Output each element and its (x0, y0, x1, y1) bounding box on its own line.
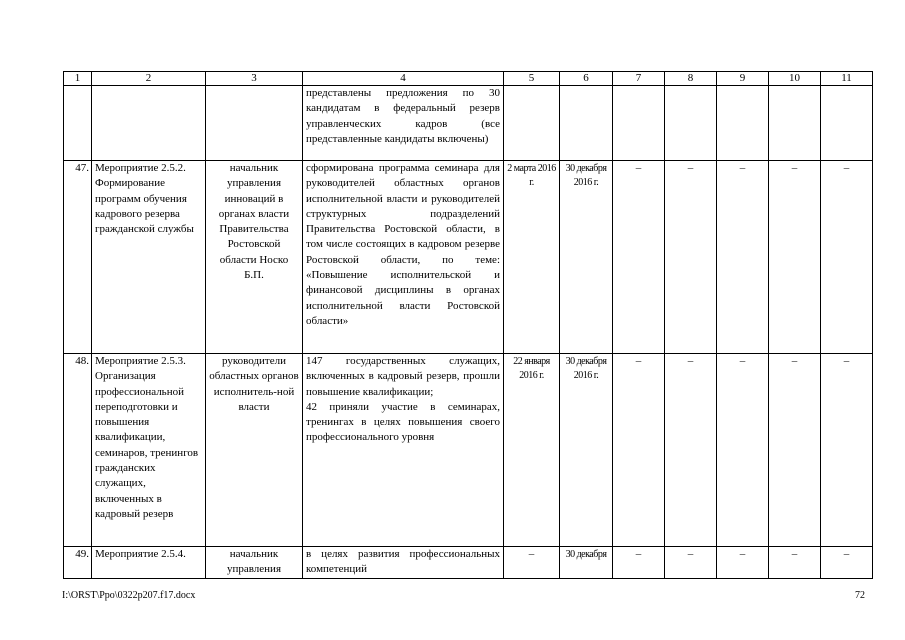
table-cell (665, 86, 717, 161)
continuation-row (64, 86, 873, 161)
row-number: 49. (64, 547, 92, 579)
column-number: 7 (613, 72, 665, 86)
file-path: I:\ORST\Ppo\0322p207.f17.docx (62, 590, 196, 601)
start-date: 22 января 2016 г. (504, 354, 560, 547)
value-cell: – (769, 161, 821, 354)
responsible-person: начальник управления (206, 547, 303, 579)
value-cell: – (613, 354, 665, 547)
value-cell: – (821, 547, 873, 579)
column-number: 2 (92, 72, 206, 86)
column-number: 11 (821, 72, 873, 86)
value-cell: – (613, 161, 665, 354)
column-number: 9 (717, 72, 769, 86)
value-cell: – (769, 354, 821, 547)
table-cell (717, 86, 769, 161)
table-cell (92, 86, 206, 161)
value-cell: – (665, 547, 717, 579)
table-row-48 (64, 354, 873, 547)
value-cell: – (821, 161, 873, 354)
table-row-49 (64, 547, 873, 579)
value-cell: – (769, 547, 821, 579)
result-paragraph: 147 государственных служащих, включенных в кадровый резерв, прошли повышение квалификации; (306, 355, 500, 398)
result-text: в целях развития профессиональных компетенций (303, 547, 504, 579)
result-paragraph: 42 приняли участие в семинарах, тренингах в целях повышения своего профессионального уровня (306, 400, 500, 444)
table-cell (769, 86, 821, 161)
value-cell: – (717, 547, 769, 579)
value-cell: – (613, 547, 665, 579)
column-number: 4 (303, 72, 504, 86)
table-cell (821, 86, 873, 161)
column-number: 6 (560, 72, 613, 86)
column-number: 8 (665, 72, 717, 86)
table-row-47 (64, 161, 873, 354)
event-name: Мероприятие 2.5.3. Организация профессиональной переподготовки и повышения квалификации, семинаров, тренингов гражданских служащих, включенных в кадровый резерв (92, 354, 206, 547)
table-cell (613, 86, 665, 161)
column-number: 5 (504, 72, 560, 86)
value-cell: – (717, 354, 769, 547)
start-date: – (504, 547, 560, 579)
end-date: 30 декабря 2016 г. (560, 354, 613, 547)
value-cell: – (717, 161, 769, 354)
responsible-person: начальник управления инноваций в органах власти Правительства Ростовской области Носко Б.П. (206, 161, 303, 354)
result-text (303, 354, 504, 547)
result-text: сформирована программа семинара для руководителей областных органов исполнительной власти и руководителей структурных подразделений Правительства Ростовской области, в том числе состоящих в кадровом резерве Ростовской области, по теме: «Повышение исполнительской и финансовой дисциплины в органах исполнительной власти Ростовской области» (303, 161, 504, 354)
event-name: Мероприятие 2.5.2. Формирование программ обучения кадрового резерва гражданской службы (92, 161, 206, 354)
column-number: 3 (206, 72, 303, 86)
result-text: представлены предложения по 30 кандидатам в федеральный резерв управленческих кадров (все представленные кандидаты включены) (303, 86, 504, 161)
value-cell: – (665, 354, 717, 547)
start-date: 2 марта 2016 г. (504, 161, 560, 354)
value-cell: – (821, 354, 873, 547)
table-cell (560, 86, 613, 161)
page-number: 72 (855, 590, 865, 601)
value-cell: – (665, 161, 717, 354)
end-date: 30 декабря 2016 г. (560, 161, 613, 354)
table-cell (206, 86, 303, 161)
table-cell (64, 86, 92, 161)
row-number: 48. (64, 354, 92, 547)
column-number-row (64, 72, 873, 86)
row-number: 47. (64, 161, 92, 354)
responsible-person: руководители областных органов исполнитель-ной власти (206, 354, 303, 547)
column-number: 1 (64, 72, 92, 86)
report-table (63, 71, 873, 579)
event-name: Мероприятие 2.5.4. (92, 547, 206, 579)
table-cell (504, 86, 560, 161)
column-number: 10 (769, 72, 821, 86)
end-date: 30 декабря (560, 547, 613, 579)
